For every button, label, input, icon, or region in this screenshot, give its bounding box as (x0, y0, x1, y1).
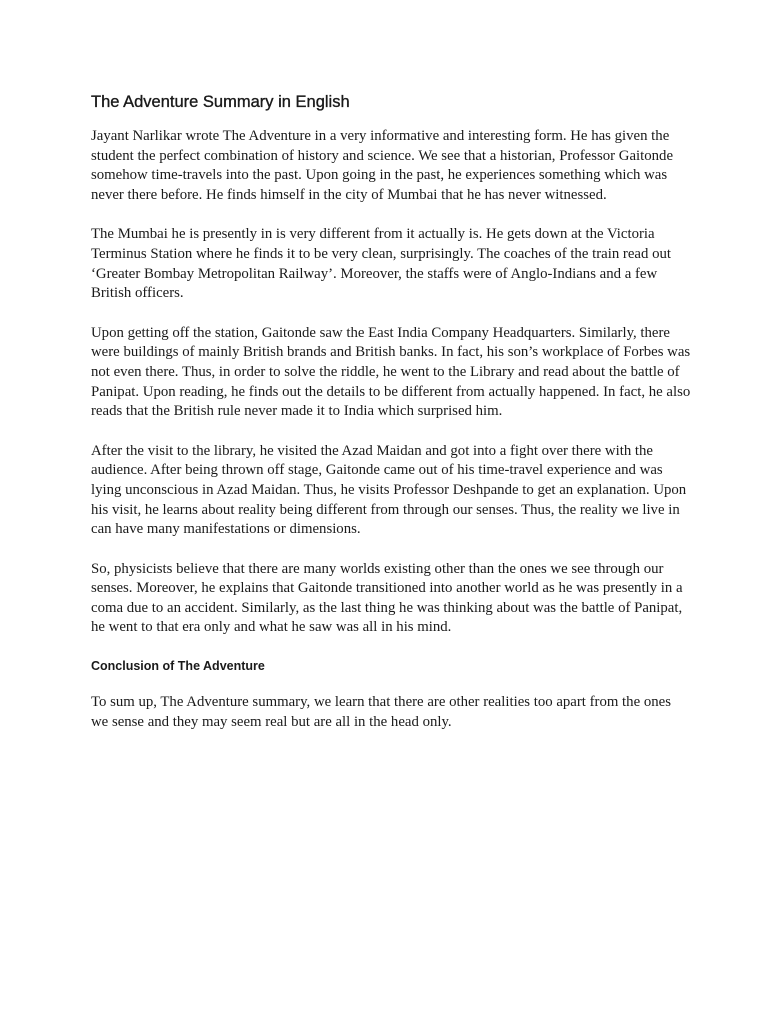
conclusion-heading: Conclusion of The Adventure (91, 659, 265, 674)
paragraph-conclusion: To sum up, The Adventure summary, we learn that there are other realities too apart from the ones we sense and they may seem real but are all in the head only. (91, 694, 671, 730)
document-content (91, 92, 691, 752)
paragraph-mumbai: The Mumbai he is presently in is very different from it actually is. He gets down at the Victoria Terminus Station where he finds it to be very clean, surprisingly. The coaches of the train read out ‘Greater Bombay Metropolitan Railway’. Moreover, the staffs were of Anglo-Indians and a few British officers. (91, 226, 671, 302)
document-title: The Adventure Summary in English (91, 93, 350, 111)
paragraph-azad-maidan: After the visit to the library, he visited the Azad Maidan and got into a fight over there with the audience. After being thrown off stage, Gaitonde came out of his time-travel experience and was lying unconscious in Azad Maidan. Thus, he visits Professor Deshpande to get an explanation. Upon his visit, he learns about reality being different from through our senses. Thus, the reality we live in can have many manifestations or dimensions. (91, 442, 687, 538)
paragraph-intro: Jayant Narlikar wrote The Adventure in a very informative and interesting form. He has given the student the perfect combination of history and science. We see that a historian, Professor Gaitonde somehow time-travels into the past. Upon going in the past, he experiences something which was never there before. He finds himself in the city of Mumbai that he has never witnessed. (91, 128, 674, 203)
paragraph-station: Upon getting off the station, Gaitonde saw the East India Company Headquarters. Similarly, there were buildings of mainly British brands and British banks. In fact, his son’s workplace of Forbes was not even there. Thus, in order to solve the riddle, he went to the Library and read about the battle of Panipat. Upon reading, he finds out the details to be different from actually happened. In fact, he also reads that the British rule never made it to India which surprised him. (91, 324, 691, 420)
paragraph-physicists: So, physicists believe that there are many worlds existing other than the ones we see through our senses. Moreover, he explains that Gaitonde transitioned into another world as he was presently in a coma due to an accident. Similarly, as the last thing he was thinking about was the battle of Panipat, he went to that era only and what he saw was all in his mind. (91, 560, 683, 636)
